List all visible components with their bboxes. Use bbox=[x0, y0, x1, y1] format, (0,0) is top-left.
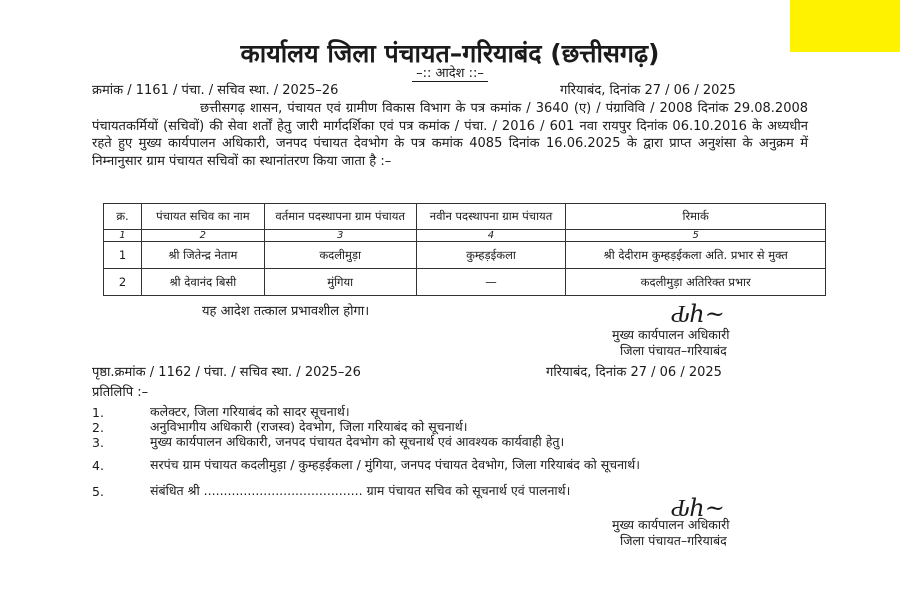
col-number: 3 bbox=[264, 230, 416, 242]
order-number: क्रमांक / 1161 / पंचा. / सचिव स्था. / 2025–26 bbox=[92, 83, 339, 98]
signature-mark: Ԃh~ bbox=[670, 300, 725, 328]
header-remark: रिमार्क bbox=[566, 204, 826, 230]
col-number: 2 bbox=[141, 230, 264, 242]
header-new-posting: नवीन पदस्थापना ग्राम पंचायत bbox=[416, 204, 566, 230]
effect-statement: यह आदेश तत्काल प्रभावशील होगा। bbox=[202, 304, 370, 319]
office-title: कार्यालय जिला पंचायत–गरियाबंद (छत्तीसगढ़) bbox=[240, 39, 660, 68]
header-sn: क्र. bbox=[104, 204, 142, 230]
cell-remark: कदलीमुड़ा अतिरिक्त प्रभार bbox=[566, 269, 826, 296]
signatory-designation: मुख्य कार्यपालन अधिकारी bbox=[612, 327, 730, 342]
copy-item-text: संबंधित श्री ........................................ ग्राम पंचायत सचिव को सूचनार्थ एवं पालनार्थ। bbox=[150, 483, 571, 498]
body-first-line: छत्तीसगढ़ शासन, पंचायत एवं ग्रामीण विकास विभाग के पत्र कमांक / 3640 bbox=[200, 101, 569, 116]
cell-remark: श्री देदीराम कुम्हड़ईकला अति. प्रभार से मुक्त bbox=[566, 242, 826, 269]
copy-item-text: मुख्य कार्यपालन अधिकारी, जनपद पंचायत देवभोग को सूचनार्थ एवं आवश्यक कार्यवाही हेतु। bbox=[150, 434, 565, 449]
copy-item-text: सरपंच ग्राम पंचायत कदलीमुड़ा / कुम्हड़ईकला / मुंगिया, जनपद पंचायत देवभोग, जिला गरियाबंद को सूचनार्थ। bbox=[150, 457, 640, 472]
copy-item-number: 5. bbox=[92, 484, 104, 499]
col-number: 5 bbox=[566, 230, 826, 242]
order-subtitle: –:: आदेश ::– bbox=[0, 63, 900, 81]
body-paragraph bbox=[92, 100, 808, 170]
body-rest: (ए) / पंग्राविवि / 2008 दिनांक 29.08.2008 पंचायतकर्मियों (सचिवों) की सेवा शर्तों हेतु जारी मार्गदर्शिका एवं पत्र कमांक / पंचा. / 2016 / 601 नवा रायपुर दिनांक 06.10.2016 के अध्यधीन रहते हुए मुख्य कार्यपालन अधिकारी, जनपद पंचायत देवभोग के पत्र कमांक 4085 दिनांक 16.06.2025 के द्वारा प्राप्त अनुशंसा के अनुक्रम में निम्नानुसार ग्राम पंचायत सचिवों का स्थानांतरण किया जाता है :– bbox=[92, 101, 809, 169]
order-date: गरियाबंद, दिनांक 27 / 06 / 2025 bbox=[560, 83, 736, 98]
signatory-designation: मुख्य कार्यपालन अधिकारी bbox=[612, 517, 730, 532]
signature-mark: Ԃh~ bbox=[670, 494, 725, 522]
copy-item-text: कलेक्टर, जिला गरियाबंद को सादर सूचनार्थ। bbox=[150, 404, 350, 419]
cell-sn: 1 bbox=[104, 242, 142, 269]
cell-new: कुम्हड़ईकला bbox=[416, 242, 566, 269]
table-row bbox=[104, 242, 826, 269]
copy-item-number: 4. bbox=[92, 458, 104, 473]
table-row bbox=[104, 269, 826, 296]
signatory-office: जिला पंचायत–गरियाबंद bbox=[620, 533, 727, 548]
copy-item-text: अनुविभागीय अधिकारी (राजस्व) देवभोग, जिला गरियाबंद को सूचनार्थ। bbox=[150, 419, 468, 434]
copy-heading: प्रतिलिपि :– bbox=[92, 385, 149, 400]
cell-current: कदलीमुड़ा bbox=[264, 242, 416, 269]
endorsement-number: पृष्ठा.क्रमांक / 1162 / पंचा. / सचिव स्था. / 2025–26 bbox=[92, 365, 361, 380]
copy-item-number: 1. bbox=[92, 405, 104, 420]
header-name: पंचायत सचिव का नाम bbox=[141, 204, 264, 230]
copy-item-number: 3. bbox=[92, 435, 104, 450]
cell-name: श्री जितेन्द्र नेताम bbox=[141, 242, 264, 269]
header-current-posting: वर्तमान पदस्थापना ग्राम पंचायत bbox=[264, 204, 416, 230]
copy-item-number: 2. bbox=[92, 420, 104, 435]
col-number: 1 bbox=[104, 230, 142, 242]
cell-name: श्री देवानंद बिसी bbox=[141, 269, 264, 296]
transfer-table bbox=[103, 203, 826, 296]
signatory-office: जिला पंचायत–गरियाबंद bbox=[620, 343, 727, 358]
table-number-row bbox=[104, 230, 826, 242]
cell-current: मुंगिया bbox=[264, 269, 416, 296]
endorsement-date: गरियाबंद, दिनांक 27 / 06 / 2025 bbox=[546, 365, 722, 380]
table-header-row bbox=[104, 204, 826, 230]
col-number: 4 bbox=[416, 230, 566, 242]
cell-new: — bbox=[416, 269, 566, 296]
cell-sn: 2 bbox=[104, 269, 142, 296]
